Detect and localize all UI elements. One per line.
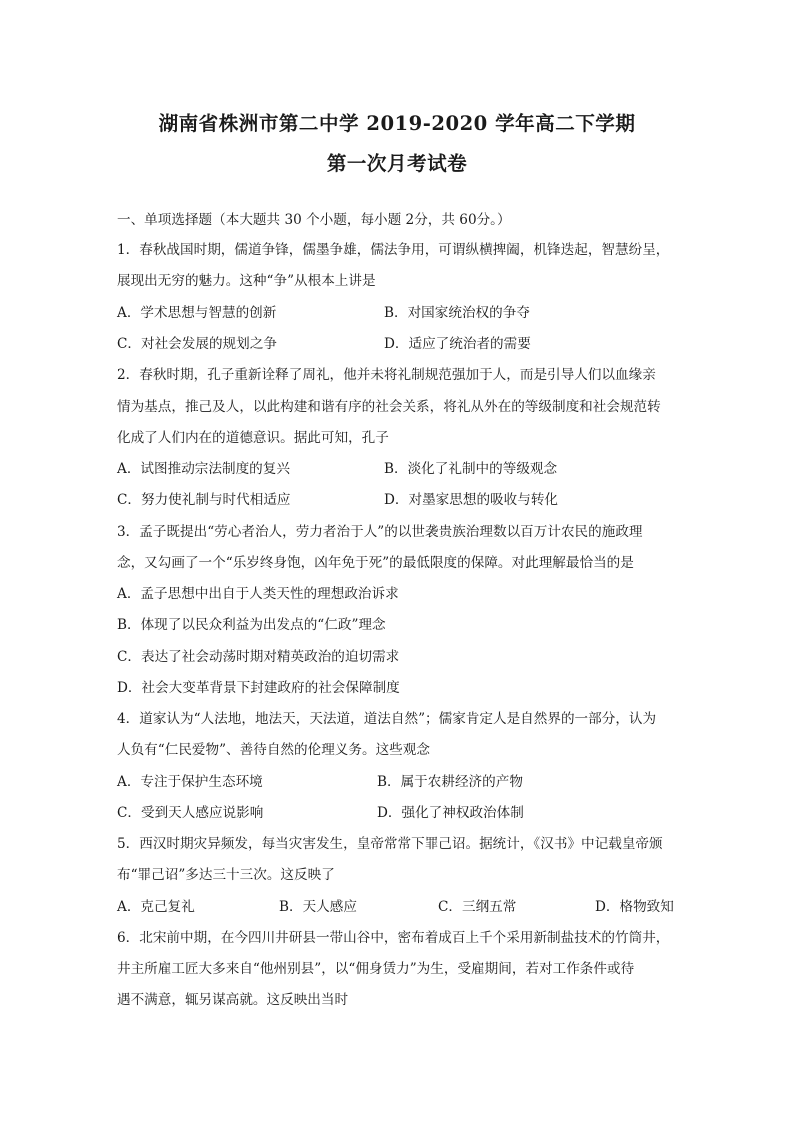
q2-option-b: B．淡化了礼制中的等级观念 <box>384 461 558 477</box>
q2-stem-line1: 2．春秋时期，孔子重新诠释了周礼，他并未将礼制规范强加于人，而是引导人们以血缘亲 <box>117 367 656 383</box>
q4-option-a: A．专注于保护生态环境 <box>117 774 263 790</box>
q2-stem-line3: 化成了人们内在的道德意识。据此可知，孔子 <box>117 430 389 446</box>
q4-stem-line2: 人负有“仁民爱物”、善待自然的伦理义务。这些观念 <box>117 742 430 758</box>
q4-option-b: B．属于农耕经济的产物 <box>377 774 523 790</box>
q6-stem-line2: 井主所雇工匠大多来自“他州别县”，以“佣身赁力”为生，受雇期间，若对工作条件或待 <box>117 961 635 977</box>
q5-option-c: C．三纲五常 <box>438 899 517 915</box>
q1-option-b: B．对国家统治权的争夺 <box>384 305 530 321</box>
q3-stem-line2: 念，又勾画了一个“乐岁终身饱，凶年免于死”的最低限度的保障。对此理解最恰当的是 <box>117 555 634 571</box>
q3-option-d: D．社会大变革背景下封建政府的社会保障制度 <box>117 680 400 696</box>
section-heading: 一、单项选择题（本大题共 30 个小题，每小题 2分，共 60分。） <box>117 212 511 228</box>
q5-option-a: A．克己复礼 <box>117 899 195 915</box>
q1-option-a: A．学术思想与智慧的创新 <box>117 305 277 321</box>
q5-option-d: D．格物致知 <box>595 899 674 915</box>
q4-option-d: D．强化了神权政治体制 <box>377 805 524 821</box>
q3-option-a: A．孟子思想中出自于人类天性的理想政治诉求 <box>117 586 399 602</box>
q2-option-c: C．努力使礼制与时代相适应 <box>117 492 291 508</box>
q1-stem-line1: 1．春秋战国时期，儒道争锋，儒墨争雄，儒法争用，可谓纵横捭阖，机锋迭起，智慧纷呈， <box>117 242 670 258</box>
exam-title: 湖南省株洲市第二中学 2019-2020 学年高二下学期 <box>158 112 636 135</box>
q5-option-b: B．天人感应 <box>279 899 357 915</box>
q5-stem-line1: 5．西汉时期灾异频发，每当灾害发生，皇帝常常下罪己诏。据统计，《汉书》中记载皇帝颁 <box>117 836 663 852</box>
q4-option-c: C．受到天人感应说影响 <box>117 805 264 821</box>
q3-option-c: C．表达了社会动荡时期对精英政治的迫切需求 <box>117 649 400 665</box>
q2-option-a: A．试图推动宗法制度的复兴 <box>117 461 290 477</box>
q4-stem-line1: 4．道家认为“人法地，地法天，天法道，道法自然”；儒家肯定人是自然界的一部分，认为 <box>117 711 657 727</box>
q2-option-d: D．对墨家思想的吸收与转化 <box>384 492 559 508</box>
q1-option-c: C．对社会发展的规划之争 <box>117 336 277 352</box>
q1-stem-line2: 展现出无穷的魅力。这种“争”从根本上讲是 <box>117 273 376 289</box>
q6-stem-line1: 6．北宋前中期，在今四川井研县一带山谷中，密布着成百上千个采用新制盐技术的竹筒井， <box>117 930 670 946</box>
q3-option-b: B．体现了以民众利益为出发点的“仁政”理念 <box>117 617 386 633</box>
exam-subtitle: 第一次月考试卷 <box>326 152 468 175</box>
q1-option-d: D．适应了统治者的需要 <box>384 336 531 352</box>
q3-stem-line1: 3．孟子既提出“劳心者治人，劳力者治于人”的以世袭贵族治理数以百万计农民的施政理 <box>117 524 643 540</box>
q2-stem-line2: 情为基点，推己及人，以此构建和谐有序的社会关系，将礼从外在的等级制度和社会规范转 <box>117 399 661 415</box>
q6-stem-line3: 遇不满意，辄另谋高就。这反映出当时 <box>117 992 349 1008</box>
q5-stem-line2: 布“罪己诏”多达三十三次。这反映了 <box>117 867 335 883</box>
